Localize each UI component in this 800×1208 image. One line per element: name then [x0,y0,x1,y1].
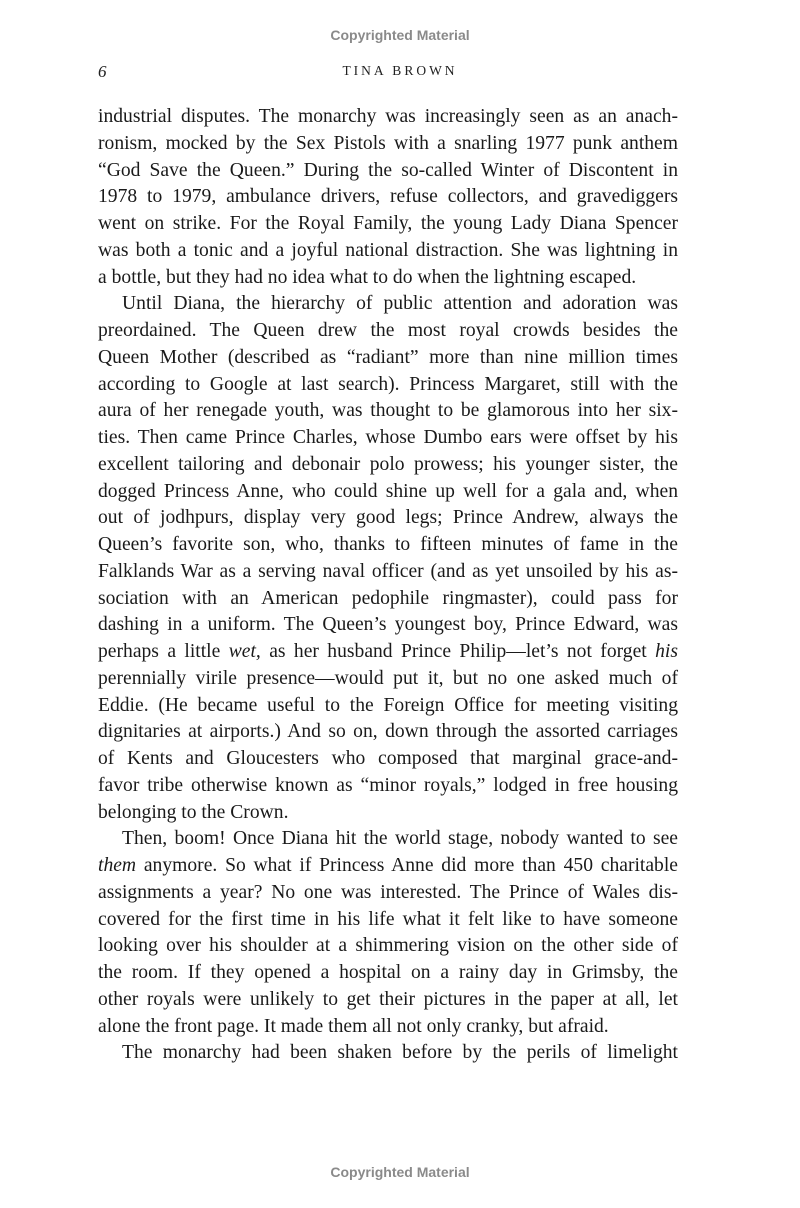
text-span: the room. If they opened a hospital on a rainy day in Grimsby, the [98,962,678,983]
text-line [98,265,678,292]
text-span: dignitaries at airports.) And so on, down through the assorted carriages [98,721,678,743]
text-span: The monarchy had been shaken before by the perils of limelight [122,1042,678,1064]
text-line [98,773,678,800]
text-line [98,211,678,238]
text-line [98,693,678,720]
text-span: Queen’s favorite son, who, thanks to fifteen minutes of fame in the [98,534,678,555]
text-span: Falklands War as a serving naval officer (and as yet unsoiled by his as- [98,560,678,582]
watermark-top: Copyrighted Material [330,27,470,43]
text-line [98,372,678,399]
text-span: favor tribe otherwise known as “minor royals,” lodged in free housing [98,774,678,796]
text-span: belonging to the Crown. [98,801,289,823]
text-line [98,586,678,613]
text-span: industrial disputes. The monarchy was increasingly seen as an anach- [98,106,678,127]
text-line [98,452,678,479]
running-head: TINA BROWN [342,63,458,78]
text-line [98,612,678,639]
text-line [98,907,678,934]
text-span: was both a tonic and a joyful national distraction. She was lightning in [98,239,678,261]
italic-text: his [655,641,678,662]
text-span: as her husband Prince Philip—let’s not forget [260,641,656,662]
text-span: “God Save the Queen.” During the so-called Winter of Discontent in [98,159,678,181]
text-line [98,719,678,746]
text-span: ronism, mocked by the Sex Pistols with a snarling 1977 punk anthem [98,132,678,154]
text-span: excellent tailoring and debonair polo prowess; his younger sister, the [98,453,678,475]
text-span: Queen Mother (described as “radiant” more than nine million times [98,346,678,368]
text-line [98,532,678,559]
page-number: 6 [98,62,107,81]
text-line [98,398,678,425]
text-span: Eddie. (He became useful to the Foreign Office for meeting visiting [98,694,678,716]
text-line [98,1040,678,1067]
text-line [98,479,678,506]
text-span: preordained. The Queen drew the most royal crowds besides the [98,320,678,341]
text-line [98,826,678,853]
text-span: dashing in a uniform. The Queen’s youngest boy, Prince Edward, was [98,614,678,636]
italic-text: wet, [228,641,261,662]
text-span: perennially virile presence—would put it, but no one asked much of [98,667,678,689]
text-span: according to Google at last search). Princess Margaret, still with the [98,373,678,395]
text-line [98,800,678,827]
text-line [98,158,678,185]
text-line [98,666,678,693]
text-span: perhaps a little [98,641,229,662]
text-span: of Kents and Gloucesters who composed that marginal grace-and- [98,748,678,769]
text-span: 1978 to 1979, ambulance drivers, refuse collectors, and gravediggers [98,186,678,208]
text-span: covered for the first time in his life what it felt like to have someone [98,908,678,930]
text-line [98,345,678,372]
text-span: anymore. So what if Princess Anne did more than 450 charitable [136,855,678,876]
text-line [98,960,678,987]
text-line [98,933,678,960]
text-line [98,505,678,532]
text-span: alone the front page. It made them all not only cranky, but afraid. [98,1015,609,1037]
text-line [98,184,678,211]
text-line [98,131,678,158]
text-span: out of jodhpurs, display very good legs; Prince Andrew, always the [98,507,678,529]
text-span: dogged Princess Anne, who could shine up well for a gala and, when [98,480,678,502]
text-span: ties. Then came Prince Charles, whose Dumbo ears were offset by his [98,427,678,448]
text-span: aura of her renegade youth, was thought to be glamorous into her six- [98,400,678,422]
text-line [98,853,678,880]
text-line [98,639,678,666]
text-span: assignments a year? No one was interested. The Prince of Wales dis- [98,881,678,903]
watermark-bottom: Copyrighted Material [330,1164,470,1180]
body-text [98,104,678,1067]
text-line [98,104,678,131]
text-line [98,291,678,318]
text-line [98,746,678,773]
italic-text: them [98,855,137,876]
text-line [98,238,678,265]
text-span: went on strike. For the Royal Family, the young Lady Diana Spencer [98,213,678,234]
text-line [98,559,678,586]
text-line [98,987,678,1014]
text-span: looking over his shoulder at a shimmering vision on the other side of [98,935,678,957]
text-span: Then, boom! Once Diana hit the world stage, nobody wanted to see [122,828,678,850]
text-line [98,318,678,345]
text-line [98,425,678,452]
text-span: other royals were unlikely to get their pictures in the paper at all, let [98,988,678,1010]
text-line [98,880,678,907]
text-span: sociation with an American pedophile ringmaster), could pass for [98,587,678,609]
text-line [98,1014,678,1041]
text-span: Until Diana, the hierarchy of public attention and adoration was [122,293,678,315]
text-span: a bottle, but they had no idea what to do when the lightning escaped. [98,266,637,288]
